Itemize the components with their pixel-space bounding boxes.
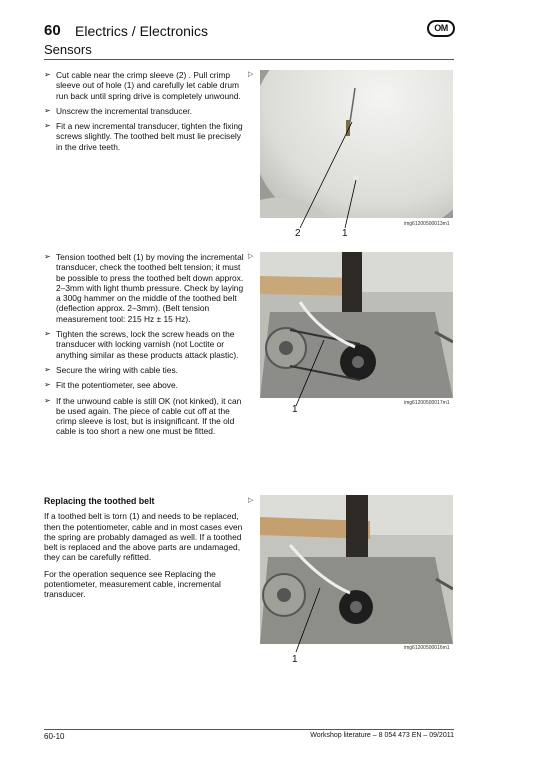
section3-text	[44, 496, 244, 606]
paragraph: If a toothed belt is torn (1) and needs to be replaced, then the potentiometer, cable and in most cases even the spring are probably damaged as well. If a toothed belt is replaced and the above parts are undamaged, they can be carefully refitted.	[44, 511, 243, 563]
header-divider	[44, 59, 454, 60]
chapter-number: 60	[44, 22, 61, 39]
photo-caption: img61200500013m1	[404, 221, 450, 227]
list-item: ➢ Secure the wiring with cable ties.	[44, 364, 178, 375]
list-item: ➢ Unscrew the incremental transducer.	[44, 105, 192, 116]
list-item: ➢ Cut cable near the crimp sleeve (2) . Pull crimp sleeve out of hole (1) and carefully let cable drum run back until spring drive is completely unwound.	[44, 70, 241, 101]
callout-lines	[260, 70, 453, 240]
callout-lines	[260, 580, 340, 660]
bullet-icon: ➢	[44, 252, 51, 261]
photo-caption: img61200500016m1	[404, 645, 450, 651]
bullet-icon: ➢	[44, 329, 51, 339]
callout-1: 1	[292, 404, 298, 415]
figure-marker: ▷	[248, 253, 254, 260]
section2-text	[44, 252, 244, 442]
list-item: ➢ Fit a new incremental transducer, tighten the fixing screws slightly. The toothed belt must lie precisely in the drive teeth.	[44, 121, 243, 152]
photo-caption: img61200500017m1	[404, 400, 450, 406]
section1-text	[44, 70, 244, 157]
page-number: 60-10	[44, 732, 65, 741]
list-item: ➢ Fit the potentiometer, see above.	[44, 380, 178, 391]
bullet-icon: ➢	[44, 364, 51, 374]
bullet-icon: ➢	[44, 70, 51, 79]
brand-logo: OM	[427, 20, 455, 37]
callout-2: 2	[295, 228, 301, 239]
list-item: ➢ Tension toothed belt (1) by moving the incremental transducer, check the toothed belt tension; it must be possible to press the toothed belt down approx. 2–3mm with light thumb pressure. Check by laying a 300g hammer on the middle of the toothed belt (deflection approx. 2–3mm). (Belt tension measurement tool: 215 Hz ± 15 Hz).	[44, 252, 244, 324]
bullet-icon: ➢	[44, 380, 51, 390]
document-reference: Workshop literature – 8 054 473 EN – 09/2011	[310, 732, 454, 739]
bullet-icon: ➢	[44, 121, 51, 131]
section-title: Sensors	[44, 42, 92, 57]
bullet-icon: ➢	[44, 105, 51, 115]
paragraph: For the operation sequence see Replacing the potentiometer, measurement cable, incremental transducer.	[44, 568, 221, 600]
figure-marker: ▷	[248, 71, 254, 78]
chapter-title: Electrics / Electronics	[75, 23, 209, 39]
list-item: ➢ If the unwound cable is still OK (not kinked), it can be used again. The piece of cable cut off at the crimp sleeve is lost, but is insignificant. If the old cable is too short a new one must be fitted.	[44, 395, 242, 437]
callout-lines	[260, 330, 340, 410]
subsection-heading: Replacing the toothed belt	[44, 496, 155, 506]
bullet-icon: ➢	[44, 395, 51, 405]
figure-marker: ▷	[248, 497, 254, 504]
callout-1: 1	[292, 654, 298, 665]
callout-1: 1	[342, 228, 348, 239]
list-item: ➢ Tighten the screws, lock the screw heads on the transducer with locking varnish (not Loctite or anything similar as these products attack plastic).	[44, 329, 239, 360]
footer-divider	[44, 729, 454, 730]
